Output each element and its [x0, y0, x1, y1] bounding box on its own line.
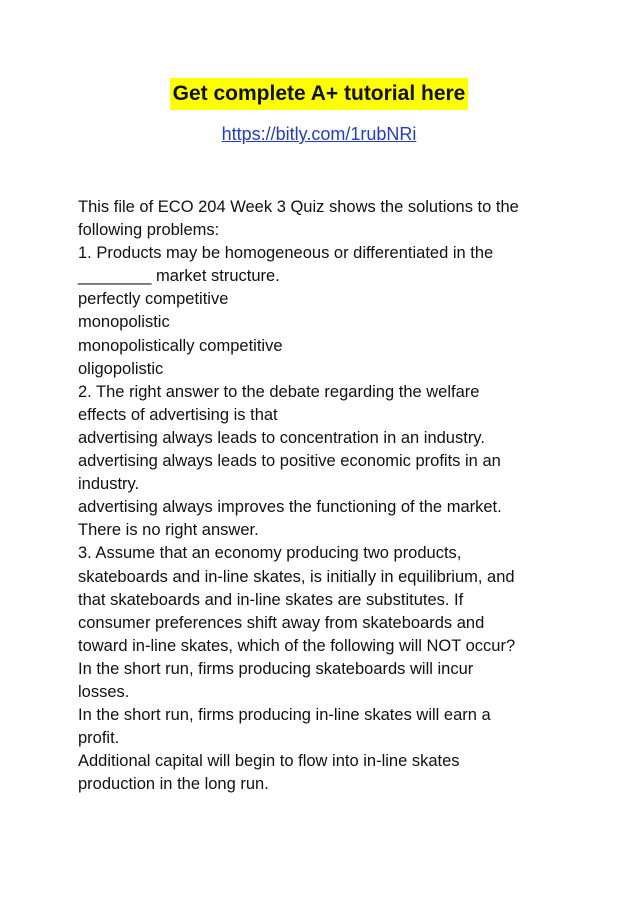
question-3-line: consumer preferences shift away from skateboards and: [78, 613, 485, 632]
answer-option: advertising always leads to concentration in an industry.: [78, 428, 485, 447]
document-body: [78, 196, 568, 796]
answer-option: production in the long run.: [78, 775, 269, 794]
page-title: Get complete A+ tutorial here: [170, 78, 469, 110]
question-3-line: skateboards and in-line skates, is initially in equilibrium, and: [78, 567, 515, 586]
body-line: following problems:: [78, 221, 220, 240]
tutorial-link[interactable]: https://bitly.com/1rubNRi: [221, 124, 417, 144]
answer-option: advertising always leads to positive economic profits in an: [78, 452, 501, 471]
question-3-line: that skateboards and in-line skates are substitutes. If: [78, 590, 464, 609]
answer-option: industry.: [78, 475, 140, 494]
answer-option: losses.: [78, 682, 130, 701]
question-1-line: 1. Products may be homogeneous or differentiated in the: [78, 244, 494, 263]
answer-option: oligopolistic: [78, 359, 164, 378]
answer-option: There is no right answer.: [78, 521, 259, 540]
answer-option: monopolistic: [78, 313, 170, 332]
header: [0, 78, 638, 110]
question-1-line: ________ market structure.: [78, 267, 280, 286]
answer-option: Additional capital will begin to flow into in-line skates: [78, 752, 460, 771]
answer-option: In the short run, firms producing skateboards will incur: [78, 659, 474, 678]
body-line: This file of ECO 204 Week 3 Quiz shows the solutions to the: [78, 198, 519, 216]
answer-option: perfectly competitive: [78, 290, 229, 309]
question-3-line: toward in-line skates, which of the following will NOT occur?: [78, 636, 516, 655]
question-2-line: effects of advertising is that: [78, 405, 278, 424]
question-3-line: 3. Assume that an economy producing two products,: [78, 544, 462, 563]
answer-option: profit.: [78, 729, 120, 748]
answer-option: In the short run, firms producing in-line skates will earn a: [78, 706, 491, 725]
link-container: [0, 120, 638, 148]
question-2-line: 2. The right answer to the debate regarding the welfare: [78, 382, 480, 401]
answer-option: advertising always improves the functioning of the market.: [78, 498, 502, 517]
answer-option: monopolistically competitive: [78, 336, 283, 355]
